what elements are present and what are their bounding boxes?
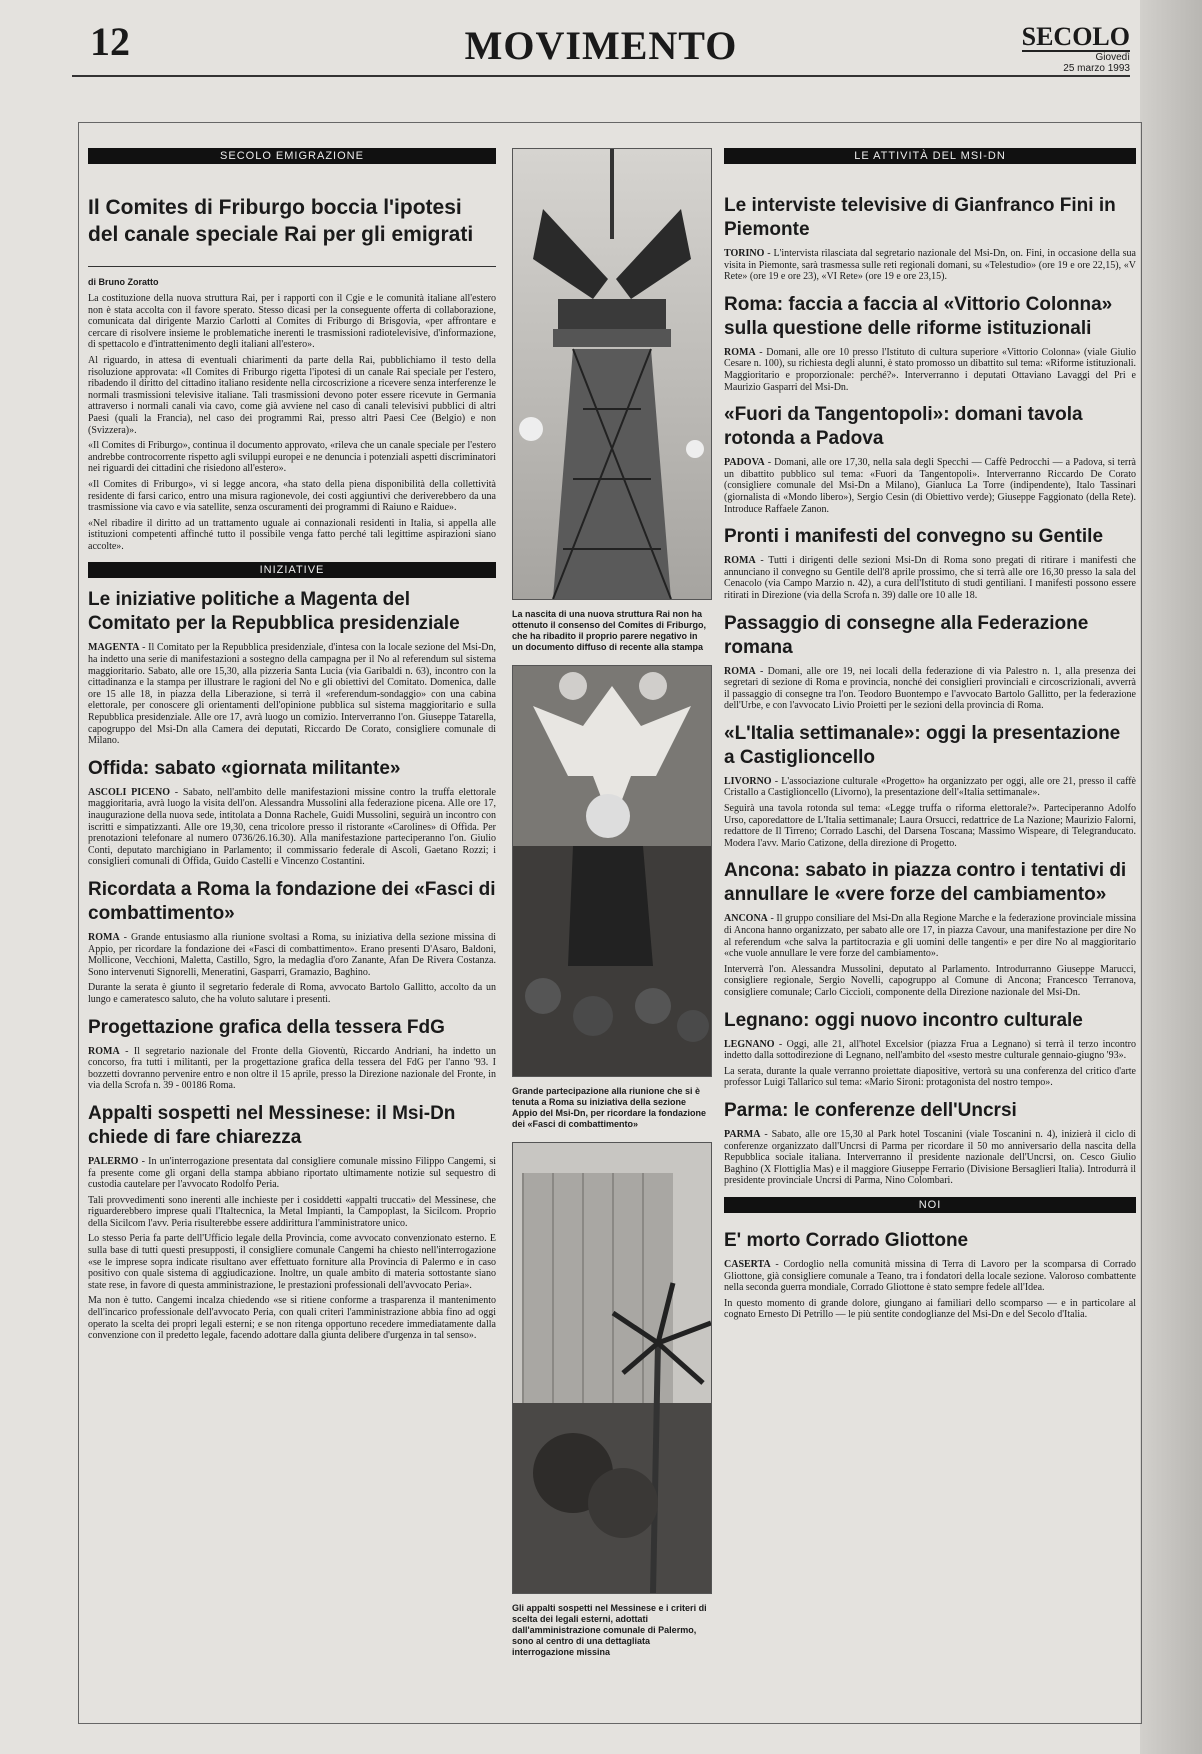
article-text: - Domani, alle ore 10 presso l'Istituto di cultura superiore «Vittorio Colonna» (viale Giulio Cesare n. 100), su richiesta degli alunni, è stato promosso un dibattito sul tema: «Riforme istituzionali. Maggioritario e proporzionale: perché?». Interverranno i deputati Ottaviano Lavaggi del Pri e Maurizio Gasparri del Msi-Dn. xyxy=(724,346,1136,393)
article-paragraph xyxy=(724,913,1136,959)
article-text: - Sabato, alle ore 15,30 al Park hotel Toscanini (viale Toscanini n. 4), inizierà il ciclo di conferenze organizzato dall'Uncrsi di Parma per ricordare il 50 mo anniversario della nascita della Repubblica sociale italiana. Interverranno il presidente nazionale dell'Uncrsi, on. Cesco Giulio Baghino (X Flottiglia Mas) e il maggiore Giuseppe Ferrario (Divisione Bersaglieri Italia). Introdurrà il presidente provinciale Uncrsi di Parma, Nino Colombari. xyxy=(724,1128,1136,1187)
article-paragraph: Al riguardo, in attesa di eventuali chiarimenti da parte della Rai, pubblichiamo il testo della risoluzione approvata: «Il Comites di Friburgo rigetta l'ipotesi di un canale Rai speciale per l'estero, ribadendo il diritto del cittadino italiano residente nella circoscrizione a ricevere senza interferenze le normali trasmissioni televisive italiane. Tali trasmissioni devono poter essere ricevute in Germania attraverso i normali canali via cavo, come già avviene nel caso di canali televisivi pubblici di altri Paesi (quali la Francia), nel caso dei programmi Rai, presso altri Paesi Cee (Belgio) e non (Svizzera)». xyxy=(88,354,496,436)
article-paragraph: Interverrà l'on. Alessandra Mussolini, deputato al Parlamento. Introdurranno Giuseppe Marucci, consigliere regionale, Sergio Novelli, capogruppo al Comune di Ancona; Francesco Terranova, consigliere comunale; Carlo Ciccioli, componente della Direzione nazionale del Msi-Dn. xyxy=(724,963,1136,998)
article-byline: di Bruno Zoratto xyxy=(88,277,159,287)
photo-column xyxy=(512,148,710,1670)
eagle-meeting-photo xyxy=(512,665,712,1077)
section-bar-emigrazione: SECOLO EMIGRAZIONE xyxy=(88,148,496,164)
article-paragraph: Seguirà una tavola rotonda sul tema: «Legge truffa o riforma elettorale?». Parteciperanno Adolfo Urso, caporedattore de L'Italia settimanale; Laura Orsucci, redattrice de La Nazione; Maurizio Falorni, redattore de Il Tirreno; Corrado Laschi, del Darsena Toscana; Massimo Wispeare, di Telegranducato. Modera l'avv. Mario Catizone, della direzione di Progetto. xyxy=(724,803,1136,849)
article-text: - Domani, alle ore 17,30, nella sala degli Specchi — Caffè Pedrocchi — a Padova, si terrà un dibattito pubblico sul tema: «Fuori da Tangentopoli». Interverranno Riccardo De Corato (consigliere comunale del Msi-Dn a Milano), Gianluca La Torre (indipendente), Italo Tassinari (giornalista di «Mondo libero»), Sergio Cesin (di Obiettivo verde); Giuseppe Faggionato (della Rete). Introduce Raffaele Zanon. xyxy=(724,457,1136,515)
article-headline: Passaggio di consegne alla Federazione romana xyxy=(724,612,1089,658)
article-headline: Roma: faccia a faccia al «Vittorio Colonna» sulla questione delle riforme istituzionali xyxy=(724,293,1113,339)
article-text: - Oggi, alle 21, all'hotel Excelsior (piazza Frua a Legnano) si terrà il terzo incontro indetto dalla sottodirezione di Legnano, nell'ambito del «sesto mestre culturale gennaio-giugno '93». xyxy=(724,1038,1136,1062)
masthead-brand xyxy=(1022,24,1130,74)
article-paragraph xyxy=(724,457,1136,515)
article-paragraph xyxy=(724,666,1136,712)
article-text: - Il Comitato per la Repubblica presidenziale, d'intesa con la locale sezione del Msi-Dn, ha indetto una serie di manifestazioni a sostegno della campagna per il No al referendum sul sistema maggioritario. Sabato, alle ore 15,30, alla pizzeria Santa Lucia (via Garibaldi n. 63), incontro con la cittadinanza e la stampa per illustrare le ragioni del No e gli obiettivi del Comitato. Domenica, dalle ore 15 alle 18, in piazza della Liberazione, si terrà il «referendum-sondaggio» con una cabina elettorale, per conoscere gli orientamenti dell'opinione pubblica sul sistema maggioritario e sulla Repubblica presidenziale. Alle ore 17, avrà luogo un comizio. Interverranno l'on. Giuseppe Tatarella, capogruppo del Msi-Dn alla Camera dei deputati, Riccardo De Corato, consigliere comunale di Milano. xyxy=(88,642,496,747)
right-column xyxy=(724,148,1136,1325)
dateline: LEGNANO xyxy=(724,1038,775,1050)
article-headline: Pronti i manifesti del convegno su Gentile xyxy=(724,526,1104,548)
dateline: PALERMO xyxy=(88,1155,139,1167)
header-rule xyxy=(72,75,1130,77)
article-paragraph xyxy=(724,1259,1136,1294)
article-text: - Sabato, nell'ambito delle manifestazioni missine contro la truffa elettorale maggioritaria, avrà luogo la visita dell'on. Alessandra Mussolini alla federazione picena. Alle ore 17, inaugurazione della nuova sede, intitolata a Donna Rachele, Guidi Mussolini, seguirà un incontro con iscritti e simpatizzanti. Alle ore 19,30, cena tricolore presso il ristorante «Carolines» di Offida. Per prenotazioni telefonare al numero 0736/26.16.30). Alla manifestazione parteciperanno l'on. Giulio Conti, deputato marchigiano in Parlamento; il commissario federale di Ascoli, Gaetano Rozzi; i consiglieri comunali di Offida, Guido Castelli e Vincenzo Costantini. xyxy=(88,786,496,868)
article-headline: Le iniziative politiche a Magenta del Comitato per la Repubblica presidenziale xyxy=(88,589,460,635)
article-text: - Il gruppo consiliare del Msi-Dn alla Regione Marche e la federazione provinciale missina di Ancona hanno organizzato, per sabato alle ore 17, in piazza Cavour, una manifestazione per dire No al referendum «che salva la partitocrazia e gli uomini delle tangenti» e per dire No al maggioritario «che vuole annullare le vere forze del cambiamento». xyxy=(724,913,1136,960)
section-bar-iniziative: INIZIATIVE xyxy=(88,562,496,578)
antenna-tower-photo xyxy=(512,148,712,600)
dateline: ANCONA xyxy=(724,913,768,925)
article-paragraph: Ma non è tutto. Cangemi incalza chiedendo «se si ritiene conforme a trasparenza il mantenimento dell'incarico professionale dell'avvocato Peria, con quali criteri l'amministrazione abbia fino ad oggi operato la scelta dei propri legali esterni; e se non ritenga opportuno recedere immediatamente dalla convenzione con il predetto legale, facendo adottare dalla giunta delibere d'urgenza in tal senso». xyxy=(88,1295,496,1342)
article-paragraph xyxy=(88,1046,496,1092)
article-text: - Tutti i dirigenti delle sezioni Msi-Dn di Roma sono pregati di ritirare i manifesti che annunciano il convegno su Gentile dell'8 aprile prossimo, che si terrà alle ore 16,30 presso la sala del Cenacolo (via Campo Marzio n. 42), a cura dell'Istituto di studi gentiliani. I manifesti possono essere ritirati in Direzione (via della Scrofa n. 39) dalle ore 10 alle 18. xyxy=(724,555,1136,601)
article-headline: Parma: le conferenze dell'Uncrsi xyxy=(724,1099,1017,1121)
article-text: - L'associazione culturale «Progetto» ha organizzato per oggi, alle ore 21, presso il caffè Cristallo a Castiglioncello (Livorno), la presentazione dell'«Italia settimanale». xyxy=(724,775,1136,799)
article-headline: E' morto Corrado Gliottone xyxy=(724,1229,969,1251)
article-paragraph: Tali provvedimenti sono inerenti alle inchieste per i cosiddetti «appalti truccati» del Messinese, che riguarderebbero imprese quali l'Italtecnica, la Metal Impianti, la Campoplast, la Sicilcom. Proprio della Sicilcom l'avv. Peria risulterebbe essere addirittura l'amministratore unico. xyxy=(88,1194,496,1229)
dateline: TORINO xyxy=(724,248,765,259)
article-text: - In un'interrogazione presentata dal consigliere comunale missino Filippo Cangemi, si fa presente come gli organi della stampa abbiano riportato ultimamente notizie sul sequestro di custodia cautelare per l'avvocato Rodolfo Peria. xyxy=(88,1155,496,1191)
issue-day: Giovedì xyxy=(1095,52,1130,63)
article-headline: «L'Italia settimanale»: oggi la presentazione a Castiglioncello xyxy=(724,722,1121,768)
article-paragraph: Lo stesso Peria fa parte dell'Ufficio legale della Provincia, come avvocato convenzionato esterno. E sulla base di tutti questi presupposti, il consigliere comunale Cangemi ha chiesto nell'interrogazione «se le imprese sopra indicate risultano aver effettuato forniture alla Provincia di Palermo e in caso positivo con quale sistema di aggiudicazione. Inoltre, un quale ambito di materia sottostante siano state rese, in favore di questa amministrazione, le prestazioni professionali dell'avvocato Peria». xyxy=(88,1233,496,1291)
article-paragraph xyxy=(724,347,1136,393)
dateline: MAGENTA xyxy=(88,642,140,654)
article-paragraph xyxy=(724,776,1136,799)
dateline: ASCOLI PICENO xyxy=(88,786,170,798)
dateline: ROMA xyxy=(724,665,756,677)
left-column xyxy=(88,148,496,1346)
dateline: PARMA xyxy=(724,1128,761,1140)
article-headline: Le interviste televisive di Gianfranco Fini in Piemonte xyxy=(724,195,1116,240)
article-paragraph: Durante la serata è giunto il segretario federale di Roma, avvocato Bartolo Gallitto, accolto da un lungo e cameratesco saluto, che ha voluto salutare i presenti. xyxy=(88,982,496,1005)
photo-caption: La nascita di una nuova struttura Rai non ha ottenuto il consenso del Comites di Friburgo, che ha ribadito il proprio parere negativo in un documento diffuso di recente alla stampa xyxy=(512,609,707,652)
article-paragraph xyxy=(88,932,496,978)
article-text: - Grande entusiasmo alla riunione svoltasi a Roma, su iniziativa della sezione missina di Appio, per ricordare la fondazione dei «Fasci di combattimento». Erano presenti D'Asaro, Baldoni, Mollicone, Vecchioni, Maletta, Castillo, Sgro, la medaglia d'oro Zanante, Afan De Rivera Costanza. Sono intervenuti Signorelli, Meneratini, Gasparri, Gramazio, Baghino. xyxy=(88,931,496,978)
article-paragraph: «Il Comites di Friburgo», vi si legge ancora, «ha stato della piena disponibilità della collettività residente di farsi carico, entro una misura ragionevole, dei costi aggiuntivi che deriverebbero da una trasmissione via cavo e via satellite, senza oscuramenti dei programmi di Raiuno e Raidue». xyxy=(88,478,496,514)
palermo-palm-photo xyxy=(512,1142,712,1594)
article-paragraph: La costituzione della nuova struttura Rai, per i rapporti con il Cgie e le comunità italiane all'estero non è stata accolta con il favore sperato. Stesso dicasi per la conseguente offerta di collaborazione, comunicata dal dirigente Marzio Carlotti al Comites di Friburgo di Brisgovia, «per affrontare e cercare di risolvere insieme le problematiche inerenti le trasmissioni radiotelevisive, d'informazione, di spettacolo e d'intrattenimento degli italiani all'estero». xyxy=(88,293,496,351)
article-headline: «Fuori da Tangentopoli»: domani tavola rotonda a Padova xyxy=(724,404,1083,450)
article-headline: Ancona: sabato in piazza contro i tentativi di annullare le «vere forze del cambiamento» xyxy=(724,860,1127,906)
article-paragraph xyxy=(88,787,496,868)
article-text: - Cordoglio nella comunità missina di Terra di Lavoro per la scomparsa di Corrado Gliottone, già consigliere comunale a Teano, tra i fondatori della locale sezione. Valoroso combattente nella seconda guerra mondiale, Corrado Gliottone è stato sempre fedele all'Idea. xyxy=(724,1258,1136,1294)
article-paragraph xyxy=(88,642,496,746)
article-text: - Domani, alle ore 19, nei locali della federazione di via Palestro n. 1, alla presenza dei segretari di sezione di Roma e provincia, nonché dei consiglieri provinciali e circoscrizionali, avverrà il passaggio di consegne tra l'on. Teodoro Buontempo e l'avvocato Bartolo Gallitto, per la federazione dell'Urbe, e con l'avvocato Livio Proietti per le sezioni della provincia di Roma. xyxy=(724,665,1136,712)
issue-date: 25 marzo 1993 xyxy=(1063,63,1130,74)
dateline: PADOVA xyxy=(724,457,765,469)
section-title: MOVIMENTO xyxy=(464,23,738,68)
article-headline: Il Comites di Friburgo boccia l'ipotesi del canale speciale Rai per gli emigrati xyxy=(88,196,474,246)
section-bar-noi: NOI xyxy=(724,1197,1136,1213)
page-number: 12 xyxy=(90,19,130,64)
dateline: ROMA xyxy=(724,555,756,567)
article-paragraph xyxy=(724,1039,1136,1062)
article-paragraph xyxy=(724,1129,1136,1187)
article-text: - L'intervista rilasciata dal segretario nazionale del Msi-Dn, on. Fini, in occasione della sua visita in Piemonte, sarà trasmessa sulle reti regionali domani, su «Telestudio» (ore 19 e ore 22,15), «V Rete» (ore 19 e ore 23), «VI Rete» (ore 19 e ore 23,15). xyxy=(724,248,1136,283)
dateline: LIVORNO xyxy=(724,775,772,787)
article-paragraph: «Il Comites di Friburgo», continua il documento approvato, «rileva che un canale speciale per l'estero andrebbe controcorrente rispetto agli sviluppi europei e ne denuncia i potenziali aspetti discriminatori nei riguardi dei cittadini che risiedono all'estero». xyxy=(88,440,496,475)
article-headline: Progettazione grafica della tessera FdG xyxy=(88,1016,445,1038)
article-text: - Il segretario nazionale del Fronte della Gioventù, Riccardo Andriani, ha indetto un concorso, fra tutti i militanti, per la progettazione grafica della tessera del FdG per l'anno '93. I bozzetti dovranno pervenire entro e non oltre il 15 aprile, presso la Direzione nazionale del Fronte, in via della Scrofa n. 39 - 00186 Roma. xyxy=(88,1045,496,1092)
article-headline: Appalti sospetti nel Messinese: il Msi-Dn chiede di fare chiarezza xyxy=(88,1102,456,1148)
dateline: CASERTA xyxy=(724,1258,771,1270)
photo-caption: Gli appalti sospetti nel Messinese e i criteri di scelta dei legali esterni, adottati dall'amministrazione comunale di Palermo, sono al centro di una dettagliata interrogazione missina xyxy=(512,1603,707,1657)
article-paragraph xyxy=(724,248,1136,283)
article-headline: Legnano: oggi nuovo incontro culturale xyxy=(724,1009,1083,1031)
dateline: ROMA xyxy=(88,1045,120,1057)
dateline: ROMA xyxy=(724,346,756,358)
dateline: ROMA xyxy=(88,931,120,943)
page-edge-shadow xyxy=(1140,0,1202,1754)
brand-name: SECOLO xyxy=(1021,22,1130,51)
photo-caption: Grande partecipazione alla riunione che si è tenuta a Roma su iniziativa della sezione Appio del Msi-Dn, per ricordare la fondazione dei «Fasci di combattimento» xyxy=(512,1086,707,1129)
article-headline: Ricordata a Roma la fondazione dei «Fasci di combattimento» xyxy=(88,878,496,924)
article-paragraph: «Nel ribadire il diritto ad un trattamento uguale ai connazionali residenti in Italia, si appella alle istituzioni competenti affinché tutto il possibile venga fatto perché tali legittime aspirazioni siano accolte». xyxy=(88,517,496,552)
divider xyxy=(88,266,496,267)
section-bar-attivita: LE ATTIVITÀ DEL MSI-DN xyxy=(724,148,1136,164)
article-paragraph: La serata, durante la quale verranno proiettate diapositive, vertorà su una conferenza del critico d'arte professor Luigi Tallarico sul tema: «Mario Sironi: protagonista del nostro tempo». xyxy=(724,1065,1136,1089)
article-paragraph: In questo momento di grande dolore, giungano ai familiari dello scomparso — e in particolare al cognato Ernesto Di Petrillo — le più sentite condoglianze del Msi-Dn e del Secolo d'Italia. xyxy=(724,1297,1136,1321)
article-paragraph xyxy=(88,1156,496,1191)
article-paragraph xyxy=(724,555,1136,601)
article-headline: Offida: sabato «giornata militante» xyxy=(88,757,401,779)
